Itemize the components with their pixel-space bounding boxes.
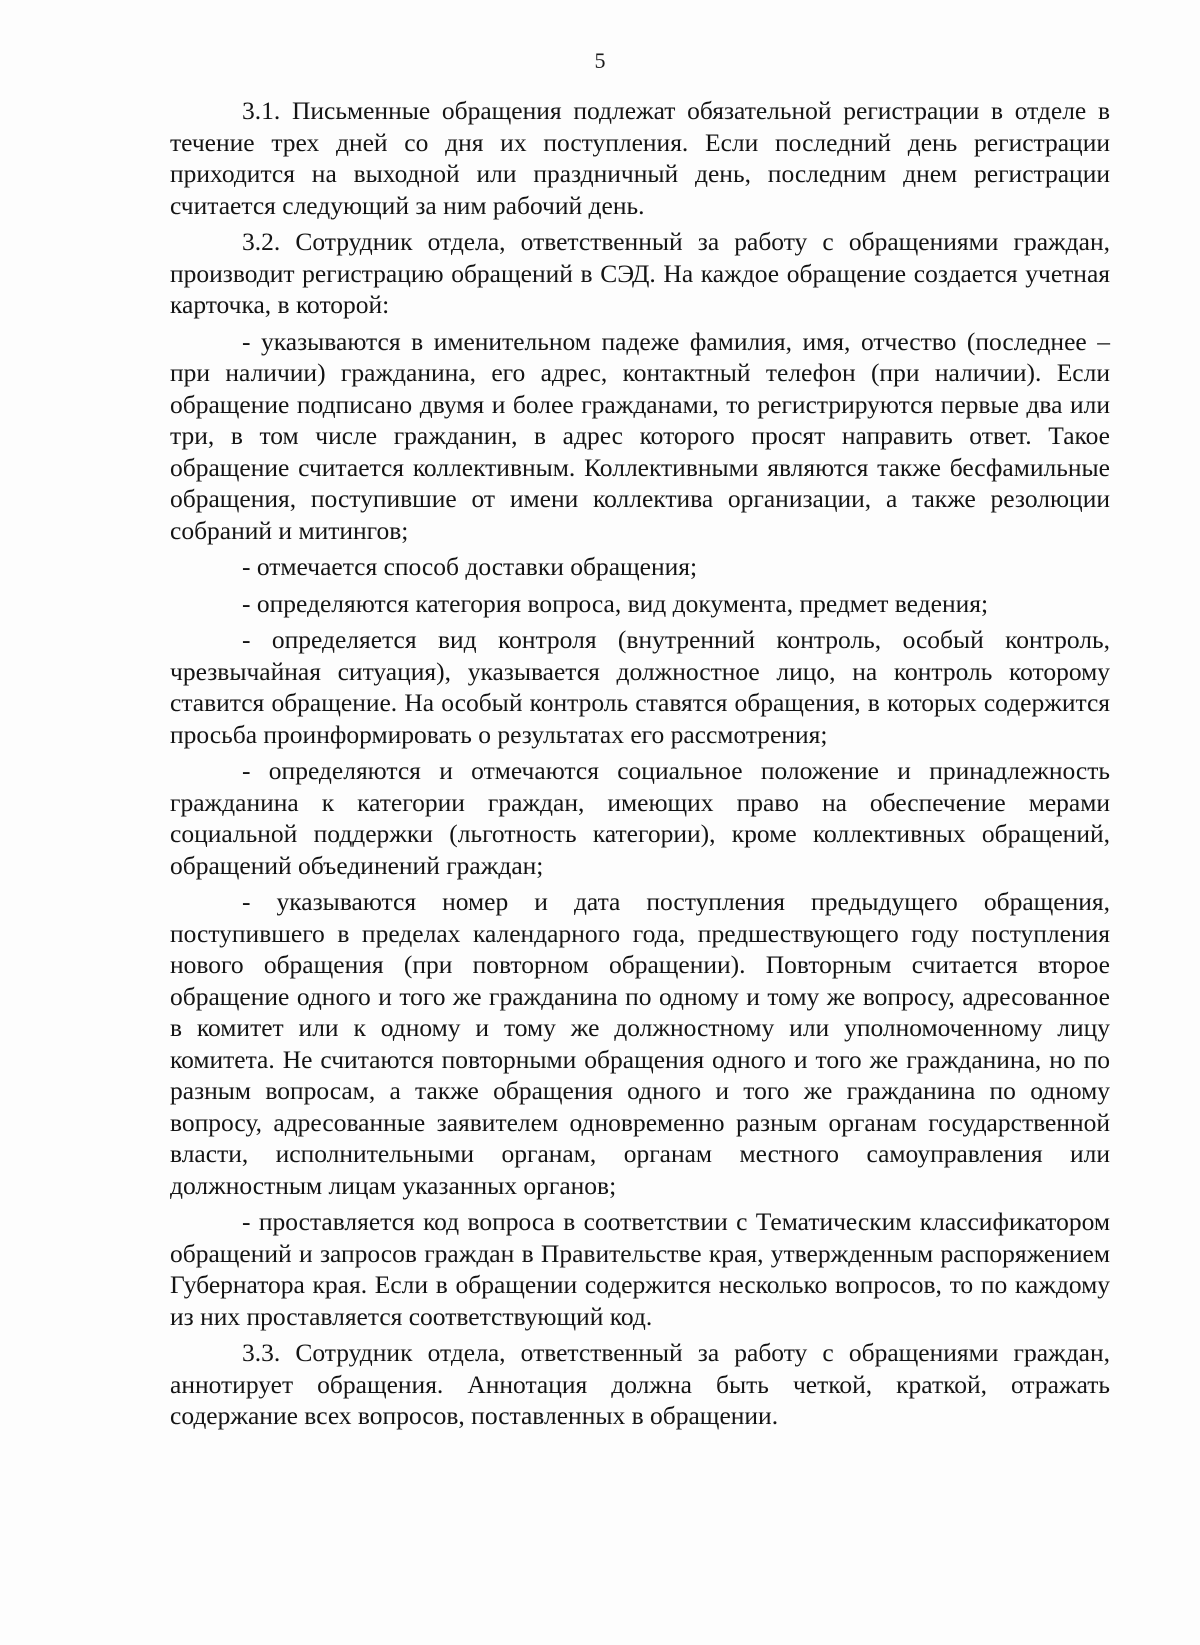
paragraph-3-1: 3.1. Письменные обращения подлежат обязательной регистрации в отделе в течение трех дней со дня их поступления. Если последний день регистрации приходится на выходной или праздничный день, последним днем регистрации считается следующий за ним рабочий день. <box>170 96 1110 220</box>
list-item-previous-appeal: - указываются номер и дата поступления предыдущего обращения, поступившего в пределах календарного года, предшествующего году поступления нового обращения (при повторном обращении). Повторным считается второе обращение одного и того же гражданина по одному и тому же вопросу, адресованное в комитет или к одному и тому же должностному или уполномоченному лицу комитета. Не считаются повторными обращения одного и того же гражданина, но по разным вопросам, а также обращения одного и того же гражданина по одному вопросу, адресованные заявителем одновременно разным органам государственной власти, исполнительными органам, органам местного самоуправления или должностным лицам указанных органов; <box>170 887 1110 1200</box>
list-item-delivery-method: - отмечается способ доставки обращения; <box>242 552 698 581</box>
document-body <box>170 95 1110 1432</box>
paragraph-3-3: 3.3. Сотрудник отдела, ответственный за работу с обращениями граждан, аннотирует обращения. Аннотация должна быть четкой, краткой, отражать содержание всех вопросов, поставленных в обращении. <box>170 1338 1110 1430</box>
list-item-question-code: - проставляется код вопроса в соответствии с Тематическим классификатором обращений и запросов граждан в Правительстве края, утвержденным распоряжением Губернатора края. Если в обращении содержится несколько вопросов, то по каждому из них проставляется соответствующий код. <box>170 1207 1110 1331</box>
list-item-social-status: - определяются и отмечаются социальное положение и принадлежность гражданина к категории граждан, имеющих право на обеспечение мерами социальной поддержки (льготность категории), кроме коллективных обращений, обращений объединений граждан; <box>170 756 1110 880</box>
list-item-name-address: - указываются в именительном падеже фамилия, имя, отчество (последнее – при наличии) гражданина, его адрес, контактный телефон (при наличии). Если обращение подписано двумя и более гражданами, то регистрируются первые два или три, в том числе гражданин, в адрес которого просят направить ответ. Такое обращение считается коллективным. Коллективными являются также бесфамильные обращения, поступившие от имени коллектива организации, а также резолюции собраний и митингов; <box>170 326 1110 545</box>
list-item-control-type: - определяется вид контроля (внутренний контроль, особый контроль, чрезвычайная ситуация), указывается должностное лицо, на контроль которому ставится обращение. На особый контроль ставятся обращения, в которых содержится просьба проинформировать о результатах его рассмотрения; <box>170 625 1110 749</box>
list-item-category: - определяются категория вопроса, вид документа, предмет ведения; <box>242 588 989 618</box>
paragraph-3-2: 3.2. Сотрудник отдела, ответственный за работу с обращениями граждан, производит регистрацию обращений в СЭД. На каждое обращение создается учетная карточка, в которой: <box>170 227 1110 319</box>
page-number: 5 <box>594 48 606 73</box>
